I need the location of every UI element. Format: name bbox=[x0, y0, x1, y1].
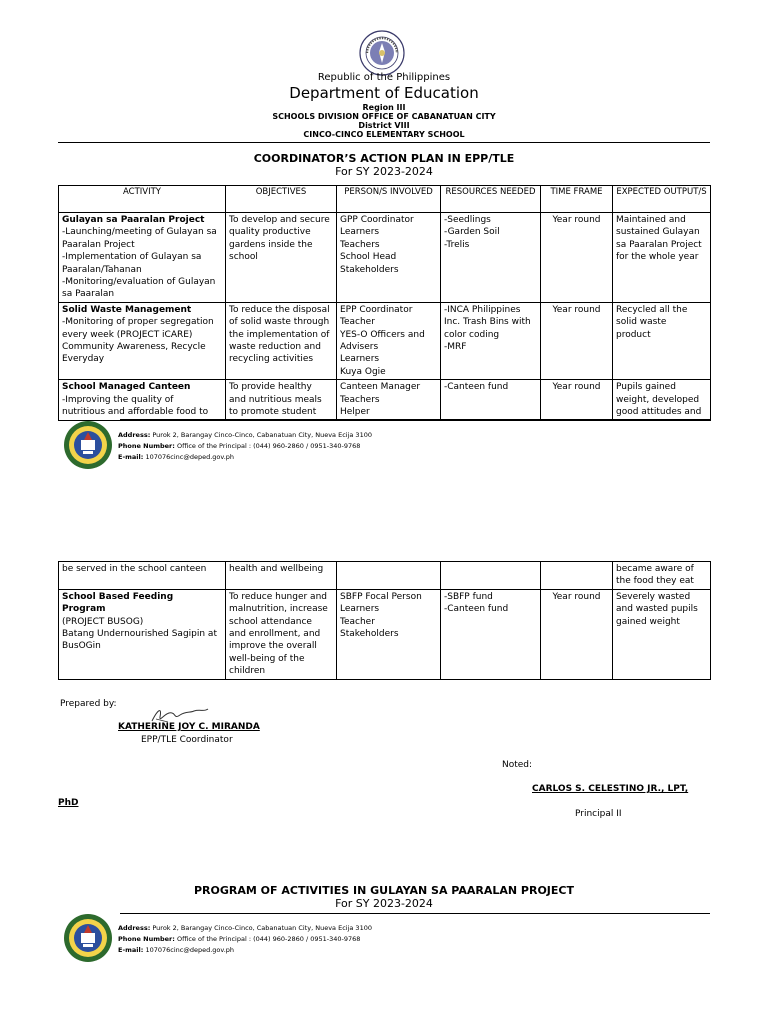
column-header-objectives: OBJECTIVES bbox=[226, 186, 337, 213]
phone-label: Phone Number: bbox=[118, 442, 175, 450]
table-row bbox=[59, 589, 711, 679]
objective-line: To reduce hunger and bbox=[229, 591, 327, 602]
output-line: solid waste bbox=[616, 317, 667, 328]
activity-title: School Managed Canteen bbox=[62, 382, 191, 393]
resource-line: -Trelis bbox=[444, 239, 470, 250]
person-line: YES-O Officers and bbox=[340, 329, 425, 340]
objectives-cell bbox=[226, 589, 337, 679]
person-line: Teachers bbox=[340, 239, 380, 250]
action-plan-table bbox=[58, 185, 711, 421]
action-plan-table-continued bbox=[58, 561, 711, 680]
objective-line: To develop and secure bbox=[229, 215, 330, 225]
resource-line: -MRF bbox=[444, 342, 467, 353]
footer-divider bbox=[120, 913, 710, 914]
resource-line: -Garden Soil bbox=[444, 227, 500, 238]
email-label: E-mail: bbox=[118, 453, 144, 461]
school-label: CINCO-CINCO ELEMENTARY SCHOOL bbox=[303, 130, 465, 139]
address-label: Address: bbox=[118, 924, 151, 932]
phone-value: Office of the Principal : (044) 960-2860 / 0951-340-9768 bbox=[176, 935, 361, 943]
activity-line: Paaralan/Tahanan bbox=[62, 264, 142, 275]
person-line: Learners bbox=[340, 227, 380, 238]
objectives-cell bbox=[226, 380, 337, 420]
activity-line: -Monitoring/evaluation of Gulayan bbox=[62, 277, 216, 288]
output-line: for the whole year bbox=[616, 252, 699, 263]
resource-line: -Seedlings bbox=[444, 215, 491, 225]
resources-cell bbox=[441, 589, 541, 679]
resource-line: -Canteen fund bbox=[444, 604, 509, 615]
activity-line: sa Paaralan bbox=[62, 289, 115, 300]
activity-line: Paaralan Project bbox=[62, 239, 135, 250]
output-cell bbox=[613, 302, 711, 379]
activity-title: Solid Waste Management bbox=[62, 304, 192, 315]
noted-label: Noted: bbox=[502, 760, 533, 770]
activity-line: Community Awareness, Recycle bbox=[62, 342, 206, 353]
person-line: Teacher bbox=[340, 616, 375, 627]
objective-line: improve the overall bbox=[229, 641, 317, 652]
objective-line: To reduce the disposal bbox=[229, 304, 330, 315]
time-frame-cell: Year round bbox=[541, 589, 613, 679]
objective-line: gardens inside the bbox=[229, 239, 313, 250]
footer-divider bbox=[120, 419, 710, 420]
output-line: weight, developed bbox=[616, 394, 700, 405]
person-line: Stakeholders bbox=[340, 629, 399, 640]
persons-cell bbox=[337, 302, 441, 379]
activity-title: Program bbox=[62, 604, 106, 615]
deped-seal-icon bbox=[359, 30, 405, 76]
person-line: SBFP Focal Person bbox=[340, 591, 422, 602]
output-line: Pupils gained bbox=[616, 382, 676, 393]
column-header-output: EXPECTED OUTPUT/S bbox=[613, 186, 711, 213]
output-line: product bbox=[616, 329, 651, 340]
principal-degree: PhD bbox=[58, 798, 79, 808]
footer-contact bbox=[118, 923, 372, 956]
time-frame-cell: Year round bbox=[541, 380, 613, 420]
column-header-persons: PERSON/S INVOLVED bbox=[337, 186, 441, 213]
person-line: Teacher bbox=[340, 317, 375, 328]
objectives-cell bbox=[226, 302, 337, 379]
school-logo-icon bbox=[63, 913, 113, 963]
activity-cell bbox=[59, 589, 226, 679]
table-row bbox=[59, 302, 711, 379]
person-line: Helper bbox=[340, 407, 370, 418]
activity-title: Gulayan sa Paaralan Project bbox=[62, 215, 205, 225]
person-line: Learners bbox=[340, 604, 380, 615]
address-value: Purok 2, Barangay Cinco-Cinco, Cabanatuan City, Nueva Ecija 3100 bbox=[152, 431, 372, 439]
output-cell bbox=[613, 380, 711, 420]
column-header-resources: RESOURCES NEEDED bbox=[441, 186, 541, 213]
plan-title: COORDINATOR’S ACTION PLAN IN EPP/TLE bbox=[253, 152, 515, 165]
objective-line: quality productive bbox=[229, 227, 311, 238]
person-line: Kuya Ogie bbox=[340, 366, 386, 377]
resource-line: Inc. Trash Bins with bbox=[444, 317, 531, 328]
objective-line: health and wellbeing bbox=[229, 564, 324, 574]
activity-line: be served in the school canteen bbox=[62, 564, 207, 574]
phone-label: Phone Number: bbox=[118, 935, 175, 943]
objective-line: waste reduction and bbox=[229, 342, 321, 353]
persons-cell bbox=[337, 380, 441, 420]
region-label: Region III bbox=[362, 103, 406, 112]
resources-cell bbox=[441, 562, 541, 590]
objective-line: to promote student bbox=[229, 407, 317, 418]
objective-line: and enrollment, and bbox=[229, 629, 321, 640]
time-frame-cell: Year round bbox=[541, 302, 613, 379]
objective-line: recycling activities bbox=[229, 354, 314, 365]
activity-line: -Implementation of Gulayan sa bbox=[62, 252, 202, 263]
objective-line: school bbox=[229, 252, 258, 263]
activity-cell bbox=[59, 213, 226, 303]
objective-line: the implementation of bbox=[229, 329, 330, 340]
division-label: SCHOOLS DIVISION OFFICE OF CABANATUAN CITY bbox=[272, 112, 496, 121]
resource-line: -INCA Philippines bbox=[444, 304, 521, 315]
person-line: Teachers bbox=[340, 394, 380, 405]
email-value: 107076cinc@deped.gov.ph bbox=[145, 946, 235, 954]
output-line: Maintained and bbox=[616, 215, 686, 225]
activity-title: School Based Feeding bbox=[62, 591, 174, 602]
activity-line: BusOGin bbox=[62, 641, 101, 652]
activity-line: -Monitoring of proper segregation bbox=[62, 317, 214, 328]
output-line: sa Paaralan Project bbox=[616, 239, 702, 250]
column-header-time-frame: TIME FRAME bbox=[541, 186, 613, 213]
school-logo-icon bbox=[63, 420, 113, 470]
department-name: Department of Education bbox=[289, 84, 479, 102]
table-row bbox=[59, 380, 711, 420]
table-row bbox=[59, 562, 711, 590]
output-line: became aware of bbox=[616, 564, 694, 574]
output-line: and wasted pupils bbox=[616, 604, 698, 615]
objective-line: of solid waste through bbox=[229, 317, 330, 328]
activity-line: every week (PROJECT iCARE) bbox=[62, 329, 193, 340]
output-cell bbox=[613, 213, 711, 303]
output-cell bbox=[613, 589, 711, 679]
activity-line: -Improving the quality of bbox=[62, 394, 174, 405]
time-frame-cell bbox=[541, 562, 613, 590]
resource-line: -Canteen fund bbox=[444, 382, 509, 393]
persons-cell bbox=[337, 213, 441, 303]
address-value: Purok 2, Barangay Cinco-Cinco, Cabanatuan City, Nueva Ecija 3100 bbox=[152, 924, 372, 932]
republic-label: Republic of the Philippines bbox=[317, 72, 451, 83]
activity-cell bbox=[59, 562, 226, 590]
district-label: District VIII bbox=[358, 121, 410, 130]
objective-line: malnutrition, increase bbox=[229, 604, 328, 615]
activity-line: Everyday bbox=[62, 354, 105, 365]
activity-line: (PROJECT BUSOG) bbox=[62, 616, 144, 627]
principal-name: CARLOS S. CELESTINO JR., LPT, bbox=[532, 784, 689, 794]
resource-line: -SBFP fund bbox=[444, 591, 493, 602]
email-label: E-mail: bbox=[118, 946, 144, 954]
objective-line: To provide healthy bbox=[229, 382, 312, 393]
person-line: Stakeholders bbox=[340, 264, 399, 275]
header-divider bbox=[58, 142, 710, 143]
person-line: Learners bbox=[340, 354, 380, 365]
program-school-year: For SY 2023-2024 bbox=[335, 897, 433, 910]
preparer-name: KATHERINE JOY C. MIRANDA bbox=[118, 722, 260, 732]
column-header-activity: ACTIVITY bbox=[59, 186, 226, 213]
footer-contact bbox=[118, 430, 372, 463]
phone-value: Office of the Principal : (044) 960-2860 / 0951-340-9768 bbox=[176, 442, 361, 450]
activity-cell bbox=[59, 380, 226, 420]
activity-line: Batang Undernourished Sagipin at bbox=[62, 629, 217, 640]
table-row bbox=[59, 213, 711, 303]
time-frame-cell: Year round bbox=[541, 213, 613, 303]
objective-line: children bbox=[229, 666, 266, 677]
person-line: School Head bbox=[340, 252, 397, 263]
output-cell bbox=[613, 562, 711, 590]
program-title: PROGRAM OF ACTIVITIES IN GULAYAN SA PAARALAN PROJECT bbox=[194, 884, 574, 897]
objective-line: well-being of the bbox=[229, 653, 305, 664]
prepared-by-label: Prepared by: bbox=[60, 699, 117, 709]
activity-line: -Launching/meeting of Gulayan sa bbox=[62, 227, 217, 238]
resources-cell bbox=[441, 213, 541, 303]
person-line: GPP Coordinator bbox=[340, 215, 414, 225]
resources-cell bbox=[441, 302, 541, 379]
output-line: Severely wasted bbox=[616, 591, 691, 602]
output-line: the food they eat bbox=[616, 576, 694, 587]
principal-role: Principal II bbox=[575, 809, 622, 819]
resources-cell bbox=[441, 380, 541, 420]
output-line: good attitudes and bbox=[616, 407, 702, 418]
table-header-row bbox=[59, 186, 711, 213]
plan-school-year: For SY 2023-2024 bbox=[335, 165, 433, 178]
person-line: Canteen Manager bbox=[340, 382, 421, 393]
objectives-cell bbox=[226, 562, 337, 590]
person-line: EPP Coordinator bbox=[340, 304, 413, 315]
persons-cell bbox=[337, 562, 441, 590]
output-line: sustained Gulayan bbox=[616, 227, 700, 238]
preparer-role: EPP/TLE Coordinator bbox=[141, 735, 233, 745]
person-line: Advisers bbox=[340, 342, 379, 353]
activity-line: nutritious and affordable food to bbox=[62, 407, 209, 418]
resource-line: color coding bbox=[444, 329, 500, 340]
objective-line: and nutritious meals bbox=[229, 394, 322, 405]
objective-line: school attendance bbox=[229, 616, 312, 627]
address-label: Address: bbox=[118, 431, 151, 439]
activity-cell bbox=[59, 302, 226, 379]
output-line: Recycled all the bbox=[616, 304, 688, 315]
email-value: 107076cinc@deped.gov.ph bbox=[145, 453, 235, 461]
persons-cell bbox=[337, 589, 441, 679]
objectives-cell bbox=[226, 213, 337, 303]
output-line: gained weight bbox=[616, 616, 680, 627]
